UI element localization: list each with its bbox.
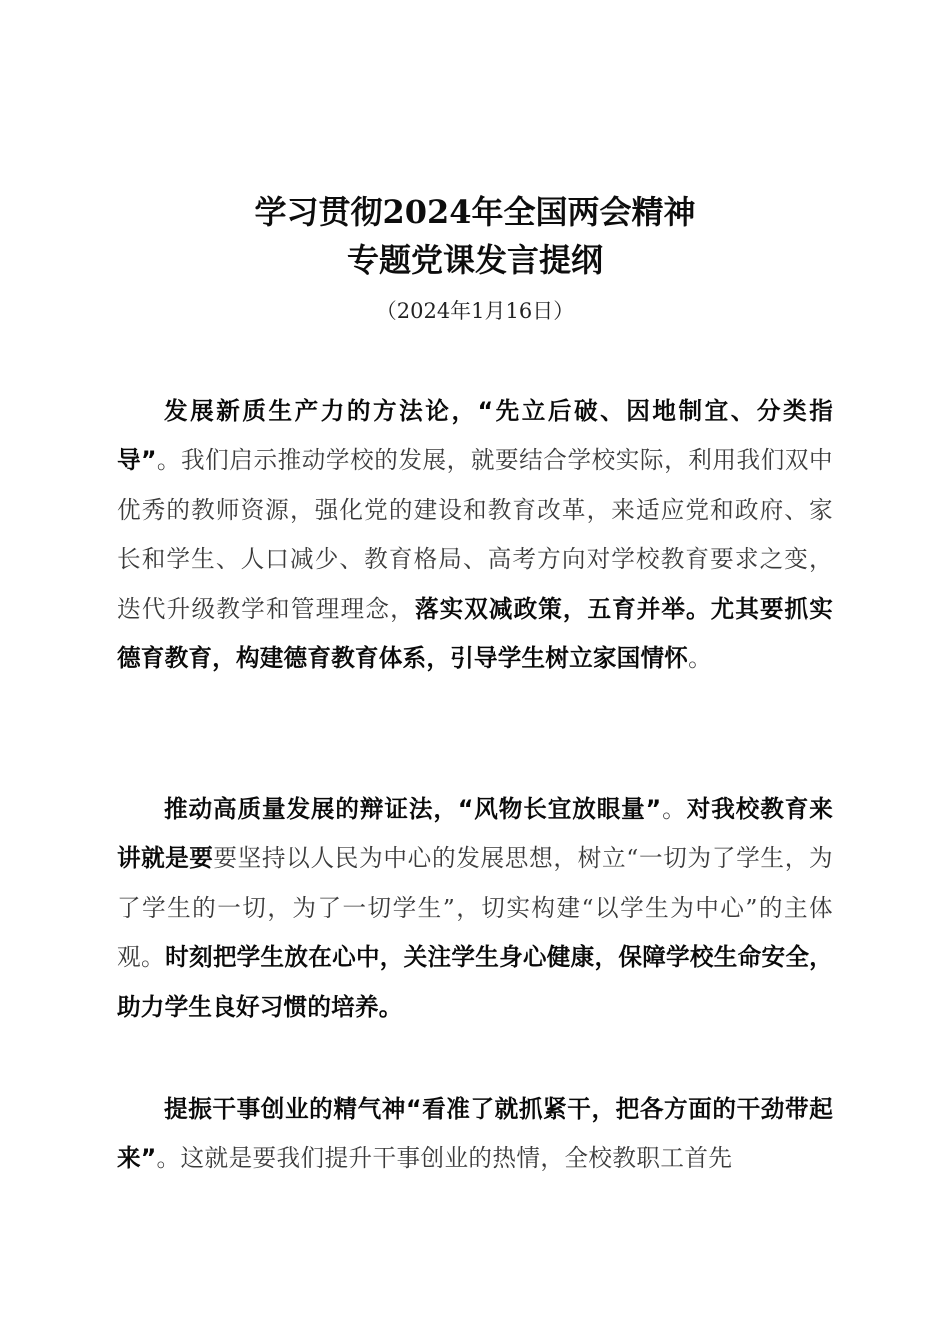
paragraph-3-lead: 提振干事创业的精气神“看准了就抓紧干，把各方面的干劲带起来” [117, 1095, 833, 1173]
paragraph-1 [117, 387, 833, 683]
paragraph-2-lead: 推动高质量发展的辩证法，“风物长宜放眼量” [164, 795, 662, 823]
title-line-1: 学习贯彻2024年全国两会精神 [254, 193, 696, 231]
paragraph-2-body: 要坚持以人民为中心的发展思想，树立“一切为了学生，为了学生的一切，为了一切学生”，切实构建“以学生为中心”的主体观。 [117, 844, 833, 972]
paragraph-2-closing: 时刻把学生放在心中，关注学生身心健康，保障学校生命安全，助力学生良好习惯的培养。 [117, 943, 833, 1021]
paragraph-2 [117, 785, 833, 1032]
document-title [0, 188, 950, 284]
paragraph-2-text: 。 [661, 795, 687, 823]
paragraph-1-text: 。我们启示推动学校的发展，就要结合学校实际，利用我们双中优秀的教师资源，强化党的建设和教育改革，来适应党和政府、家长和学生、人口减少、教育格局、高考方向对学校教育要求之变，迭代升级教学和管理理念， [117, 446, 833, 623]
paragraph-2-emphasis: 对我校教育来讲就是要 [117, 795, 833, 873]
paragraph-1-emphasis: 落实双减政策，五育并举。尤其要抓实德育教育，构建德育教育体系，引导学生树立家国情怀 [117, 594, 833, 673]
paragraph-3-text: 。这就是要我们提升干事创业的热情，全校教职工首先 [156, 1144, 733, 1173]
paragraph-1-lead: 发展新质生产力的方法论，“先立后破、因地制宜、分类指导” [117, 397, 833, 475]
title-line-2: 专题党课发言提纲 [346, 241, 603, 279]
paragraph-3 [117, 1085, 833, 1184]
document-date: （2024年1月16日） [375, 299, 575, 323]
paragraph-1-end: 。 [688, 644, 713, 673]
